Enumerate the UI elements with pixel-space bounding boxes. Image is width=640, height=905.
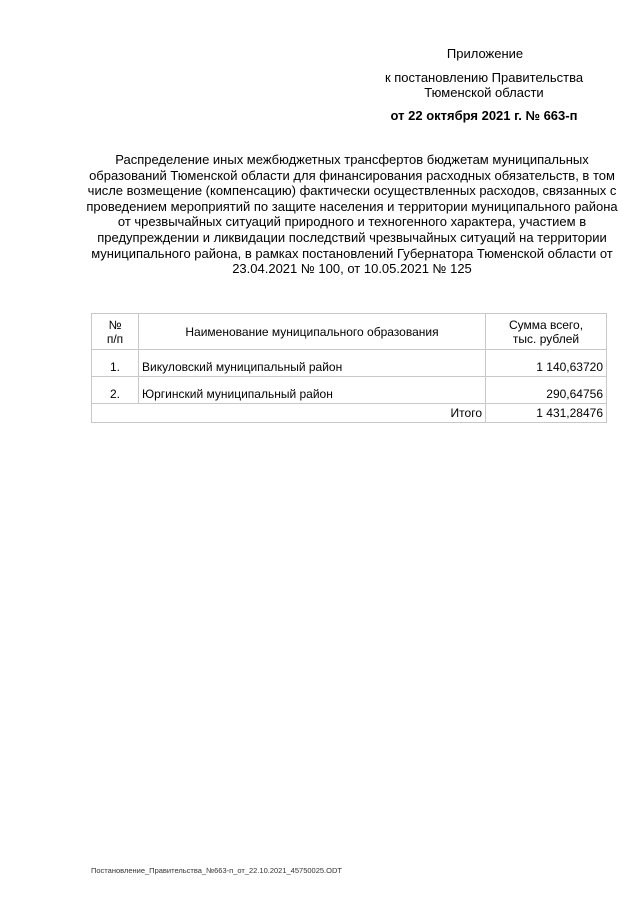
row-number: 2.: [92, 377, 139, 404]
document-title: Распределение иных межбюджетных трансфертов бюджетам муниципальных образований Тюменской области для финансирования расходных обязательств, в том числе возмещение (компенсацию) фактически осуществленных расходов, связанных с проведением мероприятий по защите населения и территории муниципального района от чрезвычайных ситуаций природного и техногенного характера, участием в предупреждении и ликвидации последствий чрезвычайных ситуаций на территории муниципального района, в рамках постановлений Губернатора Тюменской области от 23.04.2021 № 100, от 10.05.2021 № 125: [86, 152, 618, 277]
table-row: [92, 377, 607, 404]
appendix-label: Приложение: [446, 46, 524, 61]
table-row: [92, 350, 607, 377]
row-sum: 1 140,63720: [486, 350, 607, 377]
header-number: № п/п: [92, 314, 139, 350]
total-value: 1 431,28476: [486, 404, 607, 423]
header-municipality: Наименование муниципального образования: [139, 314, 486, 350]
resolution-date-number: от 22 октября 2021 г. № 663-п: [390, 108, 578, 123]
row-number: 1.: [92, 350, 139, 377]
row-sum: 290,64756: [486, 377, 607, 404]
table-total-row: [92, 404, 607, 423]
total-label: Итого: [92, 404, 486, 423]
resolution-reference: к постановлению Правительства: [384, 70, 584, 85]
header-sum: Сумма всего, тыс. рублей: [486, 314, 607, 350]
table-header-row: [92, 314, 607, 350]
row-municipality: Юргинский муниципальный район: [139, 377, 486, 404]
transfers-table: [91, 313, 607, 423]
region-name: Тюменской области: [424, 85, 544, 100]
file-name-footer: Постановление_Правительства_№663-п_от_22.10.2021_45750025.ODT: [91, 866, 342, 875]
row-municipality: Викуловский муниципальный район: [139, 350, 486, 377]
